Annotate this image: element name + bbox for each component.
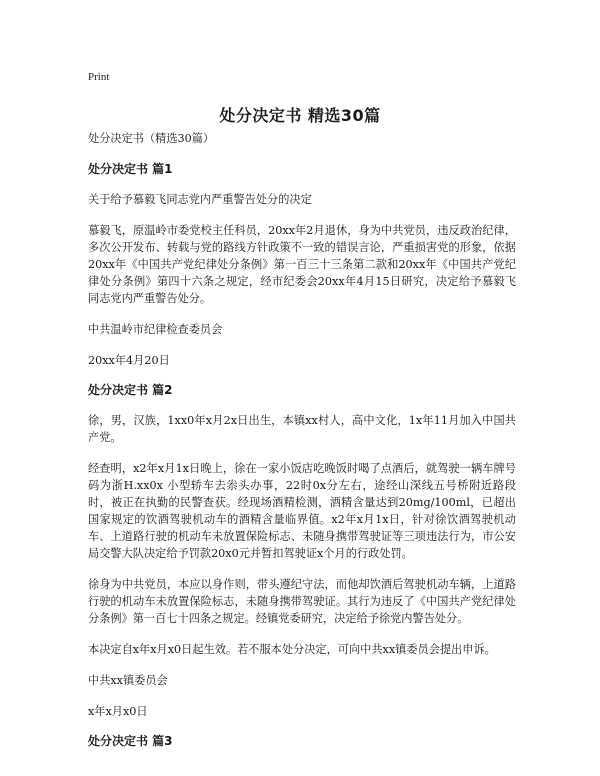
document-body bbox=[88, 130, 516, 763]
section1-subject: 关于给予慕毅飞同志党内严重警告处分的决定 bbox=[88, 193, 312, 206]
section2-decision: 徐身为中共党员，本应以身作则，带头遵纪守法，而他却饮酒后驾驶机动车辆，上道路行驶的机动车未放置保险标志，未随身携带驾驶证。其行为违反了《中国共产党纪律处分条例》第一百七十四条之规定。经镇党委研究，决定给予徐党内警告处分。 bbox=[88, 578, 516, 625]
section2-profile: 徐，男，汉族，1xx0年x月2x日出生，本镇xx村人，高中文化，1x年11月加入中国共产党。 bbox=[88, 414, 516, 444]
section1-issuer: 中共温岭市纪律检查委员会 bbox=[88, 323, 223, 336]
section-heading-3: 处分决定书 篇3 bbox=[88, 734, 173, 748]
section1-date: 20xx年4月20日 bbox=[88, 354, 170, 367]
page-title: 处分决定书 精选30篇 bbox=[219, 106, 381, 125]
section-heading-2: 处分决定书 篇2 bbox=[88, 383, 173, 397]
print-link[interactable]: Print bbox=[88, 71, 110, 83]
section2-issuer: 中共xx镇委员会 bbox=[88, 674, 168, 687]
section2-effective: 本决定自x年x月x0日起生效。若不服本处分决定，可向中共xx镇委员会提出申诉。 bbox=[88, 643, 496, 656]
section2-investigation: 经查明，x2年x月1x日晚上，徐在一家小饭店吃晚饭时喝了点酒后，就驾驶一辆车牌号码为浙H.xx0x 小型轿车去尜头办事，22时0x分左右，途经山深线五号桥附近路段时，被正在执勤的民警查获。经现场酒精检测，酒精含量达到20mg/100ml，已超出国家规定的饮酒驾驶机动车的酒精含量临界值。x2年x月1x日，针对徐饮酒驾驶机动车、上道路行驶的机动车未放置保险标志、未随身携带驾驶证等三项违法行为，市公安局交警大队决定给予罚款20x0元并暂扣驾驶证x个月的行政处罚。 bbox=[88, 462, 516, 560]
section-heading-1: 处分决定书 篇1 bbox=[88, 162, 173, 176]
section1-body: 慕毅飞，原温岭市委党校主任科员，20xx年2月退休，身为中共党员，违反政治纪律，多次公开发布、转载与党的路线方针政策不一致的错误言论，严重损害党的形象，依据20xx年《中国共产党纪律处分条例》第一百三十三条第二款和20xx年《中国共产党纪律处分条例》第四十六条之规定，经市纪委会20xx年4月15日研究，决定给予慕毅飞同志党内严重警告处分。 bbox=[88, 224, 516, 305]
intro-text: 处分决定书（精选30篇） bbox=[88, 132, 215, 145]
section2-date: x年x月x0日 bbox=[88, 705, 148, 718]
